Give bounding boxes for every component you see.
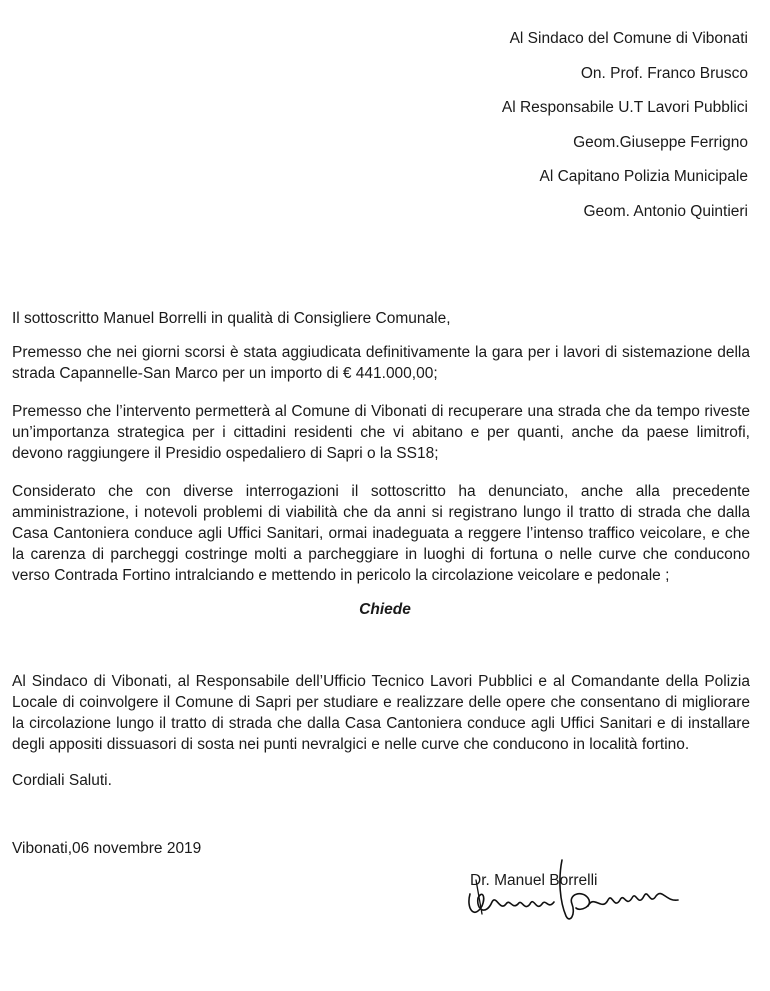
request-heading: Chiede xyxy=(359,601,411,618)
addressee-line: On. Prof. Franco Brusco xyxy=(580,64,748,82)
addressee-block xyxy=(348,22,748,229)
signer-name: Dr. Manuel Borrelli xyxy=(470,872,598,889)
request-paragraph: Al Sindaco di Vibonati, al Responsabile dell’Ufficio Tecnico Lavori Pubblici e al Comandante della Polizia Locale di coinvolgere il Comune di Sapri per studiare e realizzare delle opere che consentano di migliorare la circolazione lungo il tratto di strada che dalla Casa Cantoniera conduce agli Uffici Sanitari e di installare degli appositi dissuasori di sosta nei punti nevralgici e nelle curve che conducono in località fortino. xyxy=(12,673,750,753)
addressee-line: Al Responsabile U.T Lavori Pubblici xyxy=(501,99,748,116)
intro-paragraph: Il sottoscritto Manuel Borrelli in qualità di Consigliere Comunale, xyxy=(12,310,451,327)
addressee-line: Al Capitano Polizia Municipale xyxy=(539,168,748,185)
addressee-line: Geom.Giuseppe Ferrigno xyxy=(573,133,748,151)
addressee-line: Geom. Antonio Quintieri xyxy=(583,202,748,220)
handwritten-signature xyxy=(452,850,702,930)
considered-paragraph: Considerato che con diverse interrogazioni il sottoscritto ha denunciato, anche alla precedente amministrazione, i notevoli problemi di viabilità che da anni si registrano lungo il tratto di strada che dalla Casa Cantoniera conduce agli Uffici Sanitari, ormai inadeguata a reggere l’intenso traffico veicolare, e che la carenza di parcheggi costringe molti a parcheggiare in luoghi di fortuna o nelle curve che conducono verso Contrada Fortino intralciando e mettendo in pericolo la circolazione veicolare e pedonale ; xyxy=(12,483,750,584)
premise-paragraph-2: Premesso che l’intervento permetterà al Comune di Vibonati di recuperare una strada che da tempo riveste un’importanza strategica per i cittadini residenti che vi abitano e per quanti, anche da paese limitrofi, devono raggiungere il Presidio ospedaliero di Sapri o la SS18; xyxy=(12,403,750,462)
place-date: Vibonati,06 novembre 2019 xyxy=(12,840,202,857)
closing-salutation: Cordiali Saluti. xyxy=(12,772,112,789)
addressee-line: Al Sindaco del Comune di Vibonati xyxy=(509,30,748,47)
premise-paragraph-1: Premesso che nei giorni scorsi è stata aggiudicata definitivamente la gara per i lavori di sistemazione della strada Capannelle-San Marco per un importo di € 441.000,00; xyxy=(12,344,750,382)
